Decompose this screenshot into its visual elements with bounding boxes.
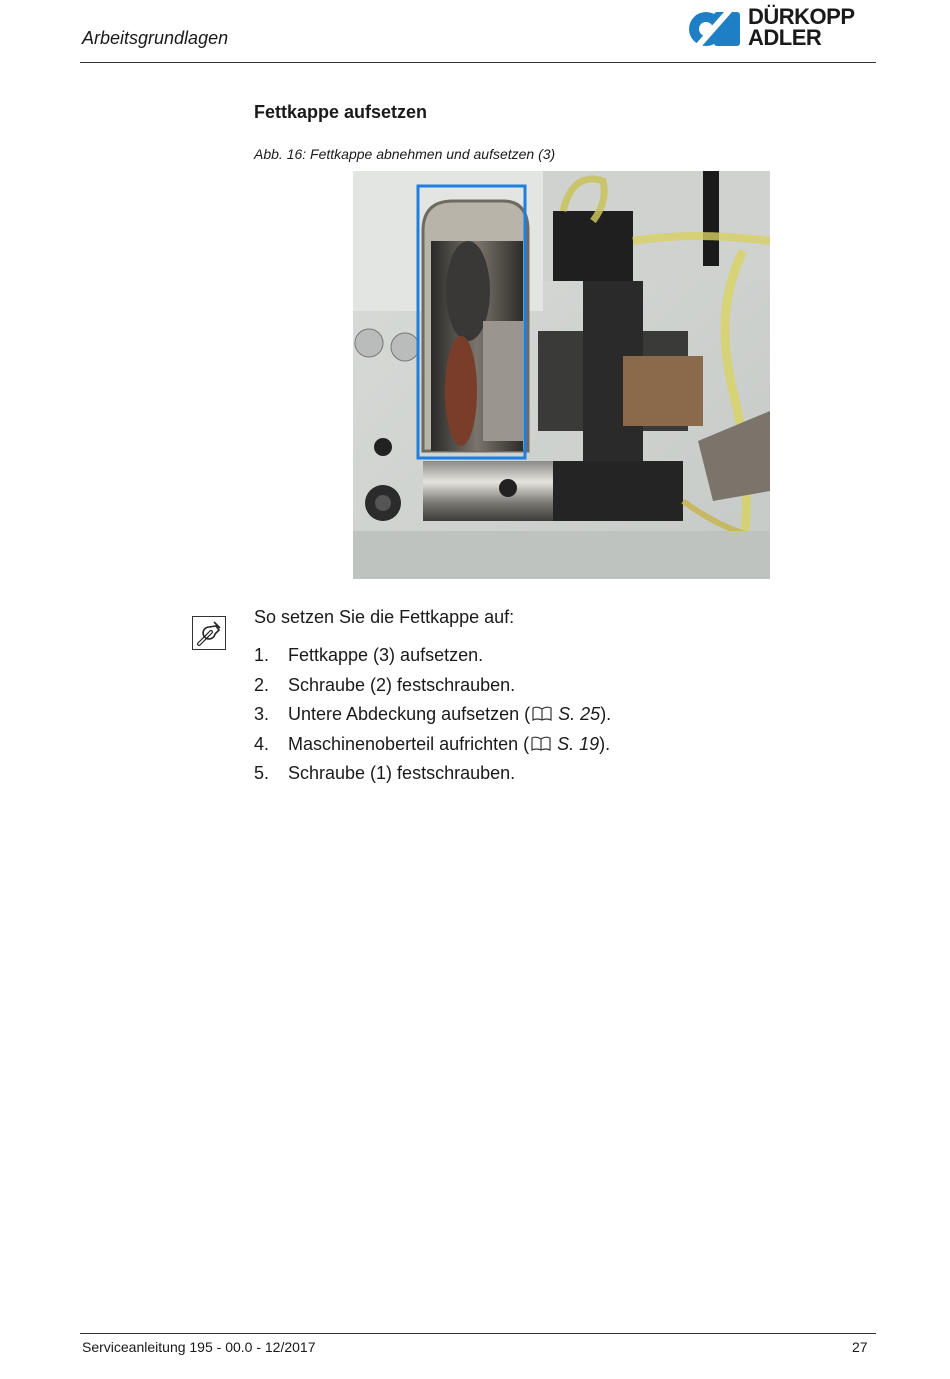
figure-caption: Abb. 16: Fettkappe abnehmen und aufsetzen (3): [254, 146, 556, 162]
section-title: Fettkappe aufsetzen: [254, 102, 428, 122]
footer-divider: [80, 1333, 876, 1334]
book-icon: [531, 736, 551, 752]
logo-text-line2: ADLER: [748, 25, 822, 50]
list-item: 5. Schraube (1) festschrauben.: [254, 763, 516, 784]
logo-mark-icon: [688, 6, 744, 52]
page-number: 27: [852, 1339, 868, 1355]
company-logo: [688, 6, 878, 54]
wrench-icon: [192, 616, 226, 650]
machine-photo: [353, 171, 770, 579]
list-item: 2. Schraube (2) festschrauben.: [254, 674, 516, 695]
header-divider: [80, 62, 876, 63]
running-header-title: Arbeitsgrundlagen: [82, 28, 229, 48]
page-reference-link[interactable]: S. 25: [558, 704, 601, 725]
page-reference-link[interactable]: S. 19: [557, 733, 600, 754]
list-item: 1. Fettkappe (3) aufsetzen.: [254, 645, 484, 665]
list-item: 3. Untere Abdeckung aufsetzen ( S. 25).: [254, 704, 612, 725]
logo-text-line1: DÜRKOPP: [748, 4, 855, 29]
step-list: [254, 644, 611, 792]
instruction-intro: So setzen Sie die Fettkappe auf:: [254, 607, 515, 627]
book-icon: [532, 706, 552, 722]
footer-document-id: Serviceanleitung 195 - 00.0 - 12/2017: [82, 1339, 316, 1355]
list-item: 4. Maschinenoberteil aufrichten ( S. 19).: [254, 733, 611, 754]
